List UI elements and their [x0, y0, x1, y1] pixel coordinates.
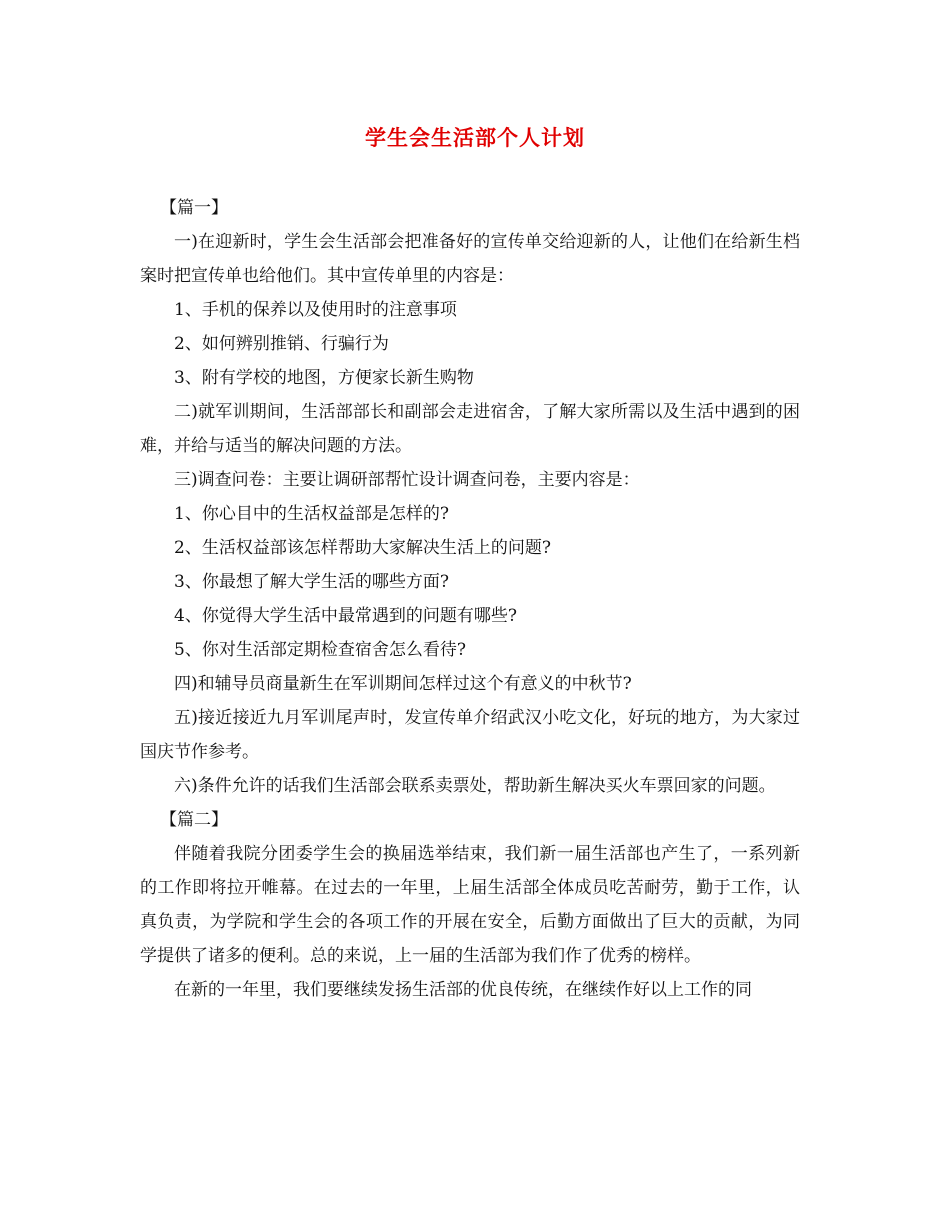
- paragraph: 2、生活权益部该怎样帮助大家解决生活上的问题?: [174, 538, 551, 558]
- paragraph: 四)和辅导员商量新生在军训期间怎样过这个有意义的中秋节?: [174, 674, 632, 694]
- paragraph: 4、你觉得大学生活中最常遇到的问题有哪些?: [174, 606, 517, 626]
- paragraph: 二)就军训期间，生活部部长和副部会走进宿舍，了解大家所需以及生活中遇到的困难，并给与适当的解决问题的方法。: [140, 402, 800, 456]
- section-heading: 【篇二】: [160, 810, 228, 830]
- paragraph: 1、你心目中的生活权益部是怎样的?: [174, 504, 449, 524]
- paragraph: 1、手机的保养以及使用时的注意事项: [174, 300, 457, 320]
- paragraph: 六)条件允许的话我们生活部会联系卖票处，帮助新生解决买火车票回家的问题。: [174, 776, 776, 796]
- section-heading: 【篇一】: [160, 198, 228, 218]
- document-body: [140, 191, 800, 1007]
- paragraph: 3、你最想了解大学生活的哪些方面?: [174, 572, 449, 592]
- section-1: [140, 191, 800, 803]
- paragraph: 三)调查问卷：主要让调研部帮忙设计调查问卷，主要内容是：: [174, 470, 640, 490]
- paragraph: 2、如何辨别推销、行骗行为: [174, 334, 389, 354]
- paragraph: 五)接近接近九月军训尾声时，发宣传单介绍武汉小吃文化，好玩的地方，为大家过国庆节作参考。: [140, 708, 800, 762]
- paragraph: 在新的一年里，我们要继续发扬生活部的优良传统，在继续作好以上工作的同: [174, 980, 752, 1000]
- document-title: 学生会生活部个人计划: [365, 125, 585, 150]
- paragraph: 5、你对生活部定期检查宿舍怎么看待?: [174, 640, 466, 660]
- section-2: [140, 803, 800, 1007]
- paragraph: 3、附有学校的地图，方便家长新生购物: [174, 368, 474, 388]
- paragraph: 伴随着我院分团委学生会的换届选举结束，我们新一届生活部也产生了，一系列新的工作即将拉开帷幕。在过去的一年里，上届生活部全体成员吃苦耐劳，勤于工作，认真负责，为学院和学生会的各项工作的开展在安全，后勤方面做出了巨大的贡献，为同学提供了诸多的便利。总的来说，上一届的生活部为我们作了优秀的榜样。: [140, 844, 800, 966]
- paragraph: 一)在迎新时，学生会生活部会把准备好的宣传单交给迎新的人，让他们在给新生档案时把宣传单也给他们。其中宣传单里的内容是：: [140, 232, 800, 286]
